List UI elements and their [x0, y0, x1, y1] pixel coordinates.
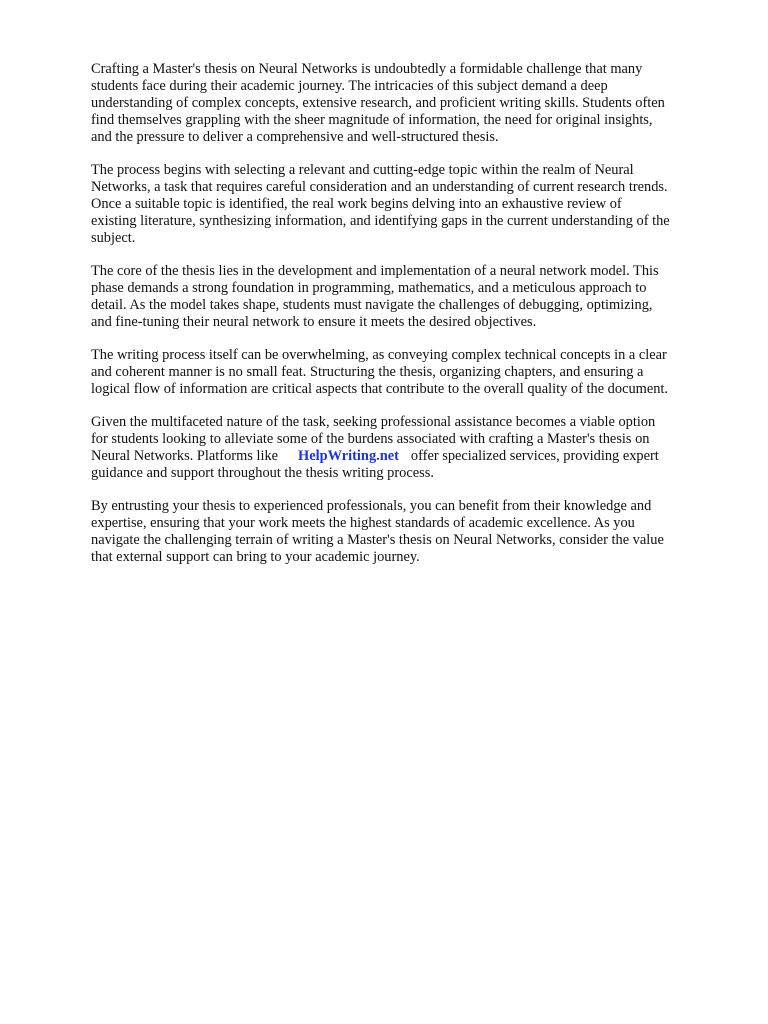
paragraph-4: The writing process itself can be overwhelming, as conveying complex technical concepts in a clear and coherent manner is no small feat. Structuring the thesis, organizing chapters, and ensuring a logical flow of information are critical aspects that contribute to the overall quality of the document. [91, 347, 669, 397]
document-body [91, 61, 723, 582]
paragraph-2: The process begins with selecting a relevant and cutting-edge topic within the realm of Neural Networks, a task that requires careful consideration and an understanding of current research trends. Once a suitable topic is identified, the real work begins delving into an exhaustive review of existing literature, synthesizing information, and identifying gaps in the current understanding of the subject. [91, 162, 670, 246]
paragraph-6: By entrusting your thesis to experienced professionals, you can benefit from their knowledge and expertise, ensuring that your work meets the highest standards of academic excellence. As you navigate the challenging terrain of writing a Master's thesis on Neural Networks, consider the value that external support can bring to your academic journey. [91, 498, 664, 565]
paragraph-1: Crafting a Master's thesis on Neural Networks is undoubtedly a formidable challenge that many students face during their academic journey. The intricacies of this subject demand a deep understanding of complex concepts, extensive research, and proficient writing skills. Students often find themselves grappling with the sheer magnitude of information, the need for original insights, and the pressure to deliver a comprehensive and well-structured thesis. [91, 61, 665, 145]
paragraph-5-text-after: offer specialized services, providing expert guidance and support throughout the thesis writing process. [91, 448, 659, 481]
paragraph-5-text-before: Given the multifaceted nature of the task, seeking professional assistance becomes a viable option for students looking to alleviate some of the burdens associated with crafting a Master's thesis on Neural Networks. Platforms like [91, 414, 656, 464]
paragraph-3: The core of the thesis lies in the development and implementation of a neural network model. This phase demands a strong foundation in programming, mathematics, and a meticulous approach to detail. As the model takes shape, students must navigate the challenges of debugging, optimizing, and fine-tuning their neural network to ensure it meets the desired objectives. [91, 263, 659, 330]
paragraph-5 [91, 414, 723, 482]
helpwriting-link[interactable]: HelpWriting.net [298, 448, 399, 464]
